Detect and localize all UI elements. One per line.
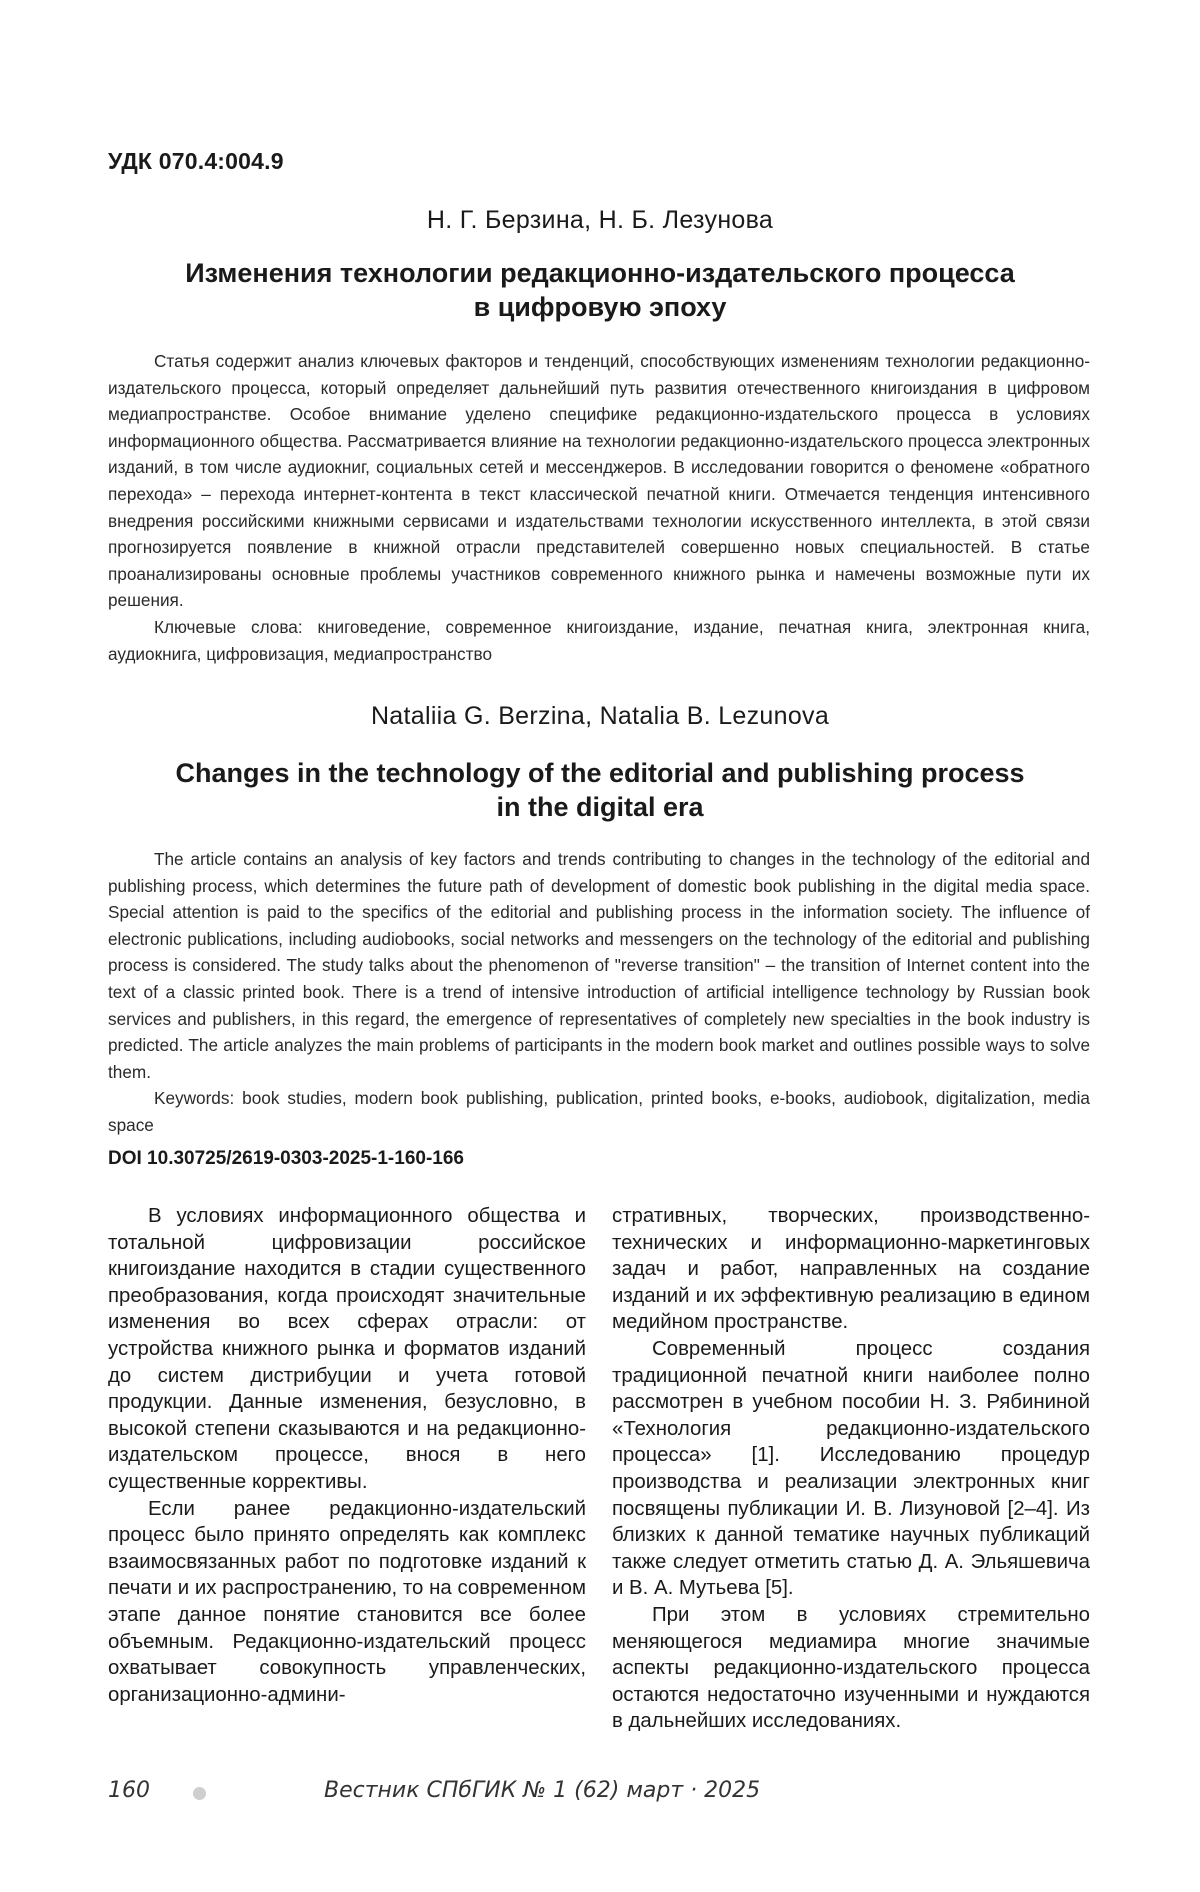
doi: DOI 10.30725/2619-0303-2025-1-160-166 (108, 1148, 464, 1169)
title-ru (140, 256, 1060, 324)
title-ru-line1: Изменения технологии редакционно-издательского процесса (185, 258, 1015, 288)
body-paragraph: В условиях информационного общества и тотальной цифровизации российское книгоиздание находится в стадии существенного преобразования, когда происходят значительные изменения во всех сферах отрасли: от устройства книжного рынка и форматов изданий до систем дистрибуции и учета готовой продукции. Данные изменения, безусловно, в высокой степени сказываются и на редакционно-издательском процессе, внося в него существенные коррективы. (108, 1205, 586, 1493)
title-en (140, 756, 1060, 824)
title-en-line2: in the digital era (496, 792, 704, 822)
body-column-left (108, 1203, 586, 1708)
body-paragraph: При этом в условиях стремительно меняющегося медиамира многие значимые аспекты редакционно-издательского процесса остаются недостаточно изученными и нуждаются в дальнейших исследованиях. (612, 1603, 1090, 1733)
bullet-dot-icon (193, 1787, 206, 1800)
abstract-en (108, 846, 1090, 1139)
body-paragraph: Если ранее редакционно-издательский процесс было принято определять как комплекс взаимосвязанных работ по подготовке изданий к печати и их распространению, то на современном этапе данное понятие становится все более объемным. Редакционно-издательский процесс охватывает совокупность управленческих, организационно-админи- (108, 1497, 586, 1706)
body-paragraph-continued: стративных, творческих, производственно-технических и информационно-маркетинговых задач и работ, направленных на создание изданий и их эффективную реализацию в едином медийном пространстве. (612, 1205, 1090, 1334)
keywords-ru: Ключевые слова: книговедение, современное книгоиздание, издание, печатная книга, электронная книга, аудиокнига, цифровизация, медиапространство (108, 616, 1090, 664)
udc-code: УДК 070.4:004.9 (108, 148, 284, 174)
body-column-right (612, 1203, 1090, 1735)
authors-ru: Н. Г. Берзина, Н. Б. Лезунова (426, 206, 774, 234)
authors-en: Nataliia G. Berzina, Natalia B. Lezunova (370, 702, 830, 730)
abstract-ru (108, 348, 1090, 667)
page-footer (108, 1778, 808, 1808)
title-ru-line2: в цифровую эпоху (473, 292, 727, 322)
page-number: 160 (108, 1778, 150, 1803)
abstract-en-text: The article contains an analysis of key factors and trends contributing to changes in the technology of the editorial and publishing process, which determines the future path of development of domestic book publishing in the digital media space. Special attention is paid to the specifics of the editorial and publishing process in the information society. The influence of electronic publications, including audiobooks, social networks and messengers on the technology of the editorial and publishing process is considered. The study talks about the phenomenon of "reverse transition" – the transition of Internet content into the text of a classic printed book. There is a trend of intensive introduction of artificial intelligence technology by Russian book services and publishers, in this regard, the emergence of representatives of completely new specialties in the book industry is predicted. The article analyzes the main problems of participants in the modern book market and outlines possible ways to solve them. (108, 849, 1090, 1082)
abstract-ru-text: Статья содержит анализ ключевых факторов и тенденций, способствующих изменениям технологии редакционно-издательского процесса, который определяет дальнейший путь развития отечественного книгоиздания в цифровом медиапространстве. Особое внимание уделено специфике редакционно-издательского процесса в условиях информационного общества. Рассматривается влияние на технологии редакционно-издательского процесса электронных изданий, в том числе аудиокниг, социальных сетей и мессенджеров. В исследовании говорится о феномене «обратного перехода» – перехода интернет-контента в текст классической печатной книги. Отмечается тенденция интенсивного внедрения российскими книжными сервисами и издательствами технологии искусственного интеллекта, в этой связи прогнозируется появление в книжной отрасли представителей совершенно новых специальностей. В статье проанализированы основные проблемы участников современного книжного рынка и намечены возможные пути их решения. (108, 351, 1090, 611)
title-en-line1: Changes in the technology of the editorial and publishing process (175, 758, 1025, 788)
keywords-en: Keywords: book studies, modern book publishing, publication, printed books, e-books, audiobook, digitalization, media space (108, 1088, 1090, 1135)
body-paragraph: Современный процесс создания традиционной печатной книги наиболее полно рассмотрен в учебном пособии Н. З. Рябининой «Технология редакционно-издательского процесса» [1]. Исследованию процедур производства и реализации электронных книг посвящены публикации И. В. Лизуновой [2–4]. Из близких к данной тематике научных публикаций также следует отметить статью Д. А. Эльяшевича и В. А. Мутьева [5]. (612, 1337, 1090, 1600)
journal-name: Вестник СПбГИК № 1 (62) март · 2025 (324, 1778, 761, 1803)
